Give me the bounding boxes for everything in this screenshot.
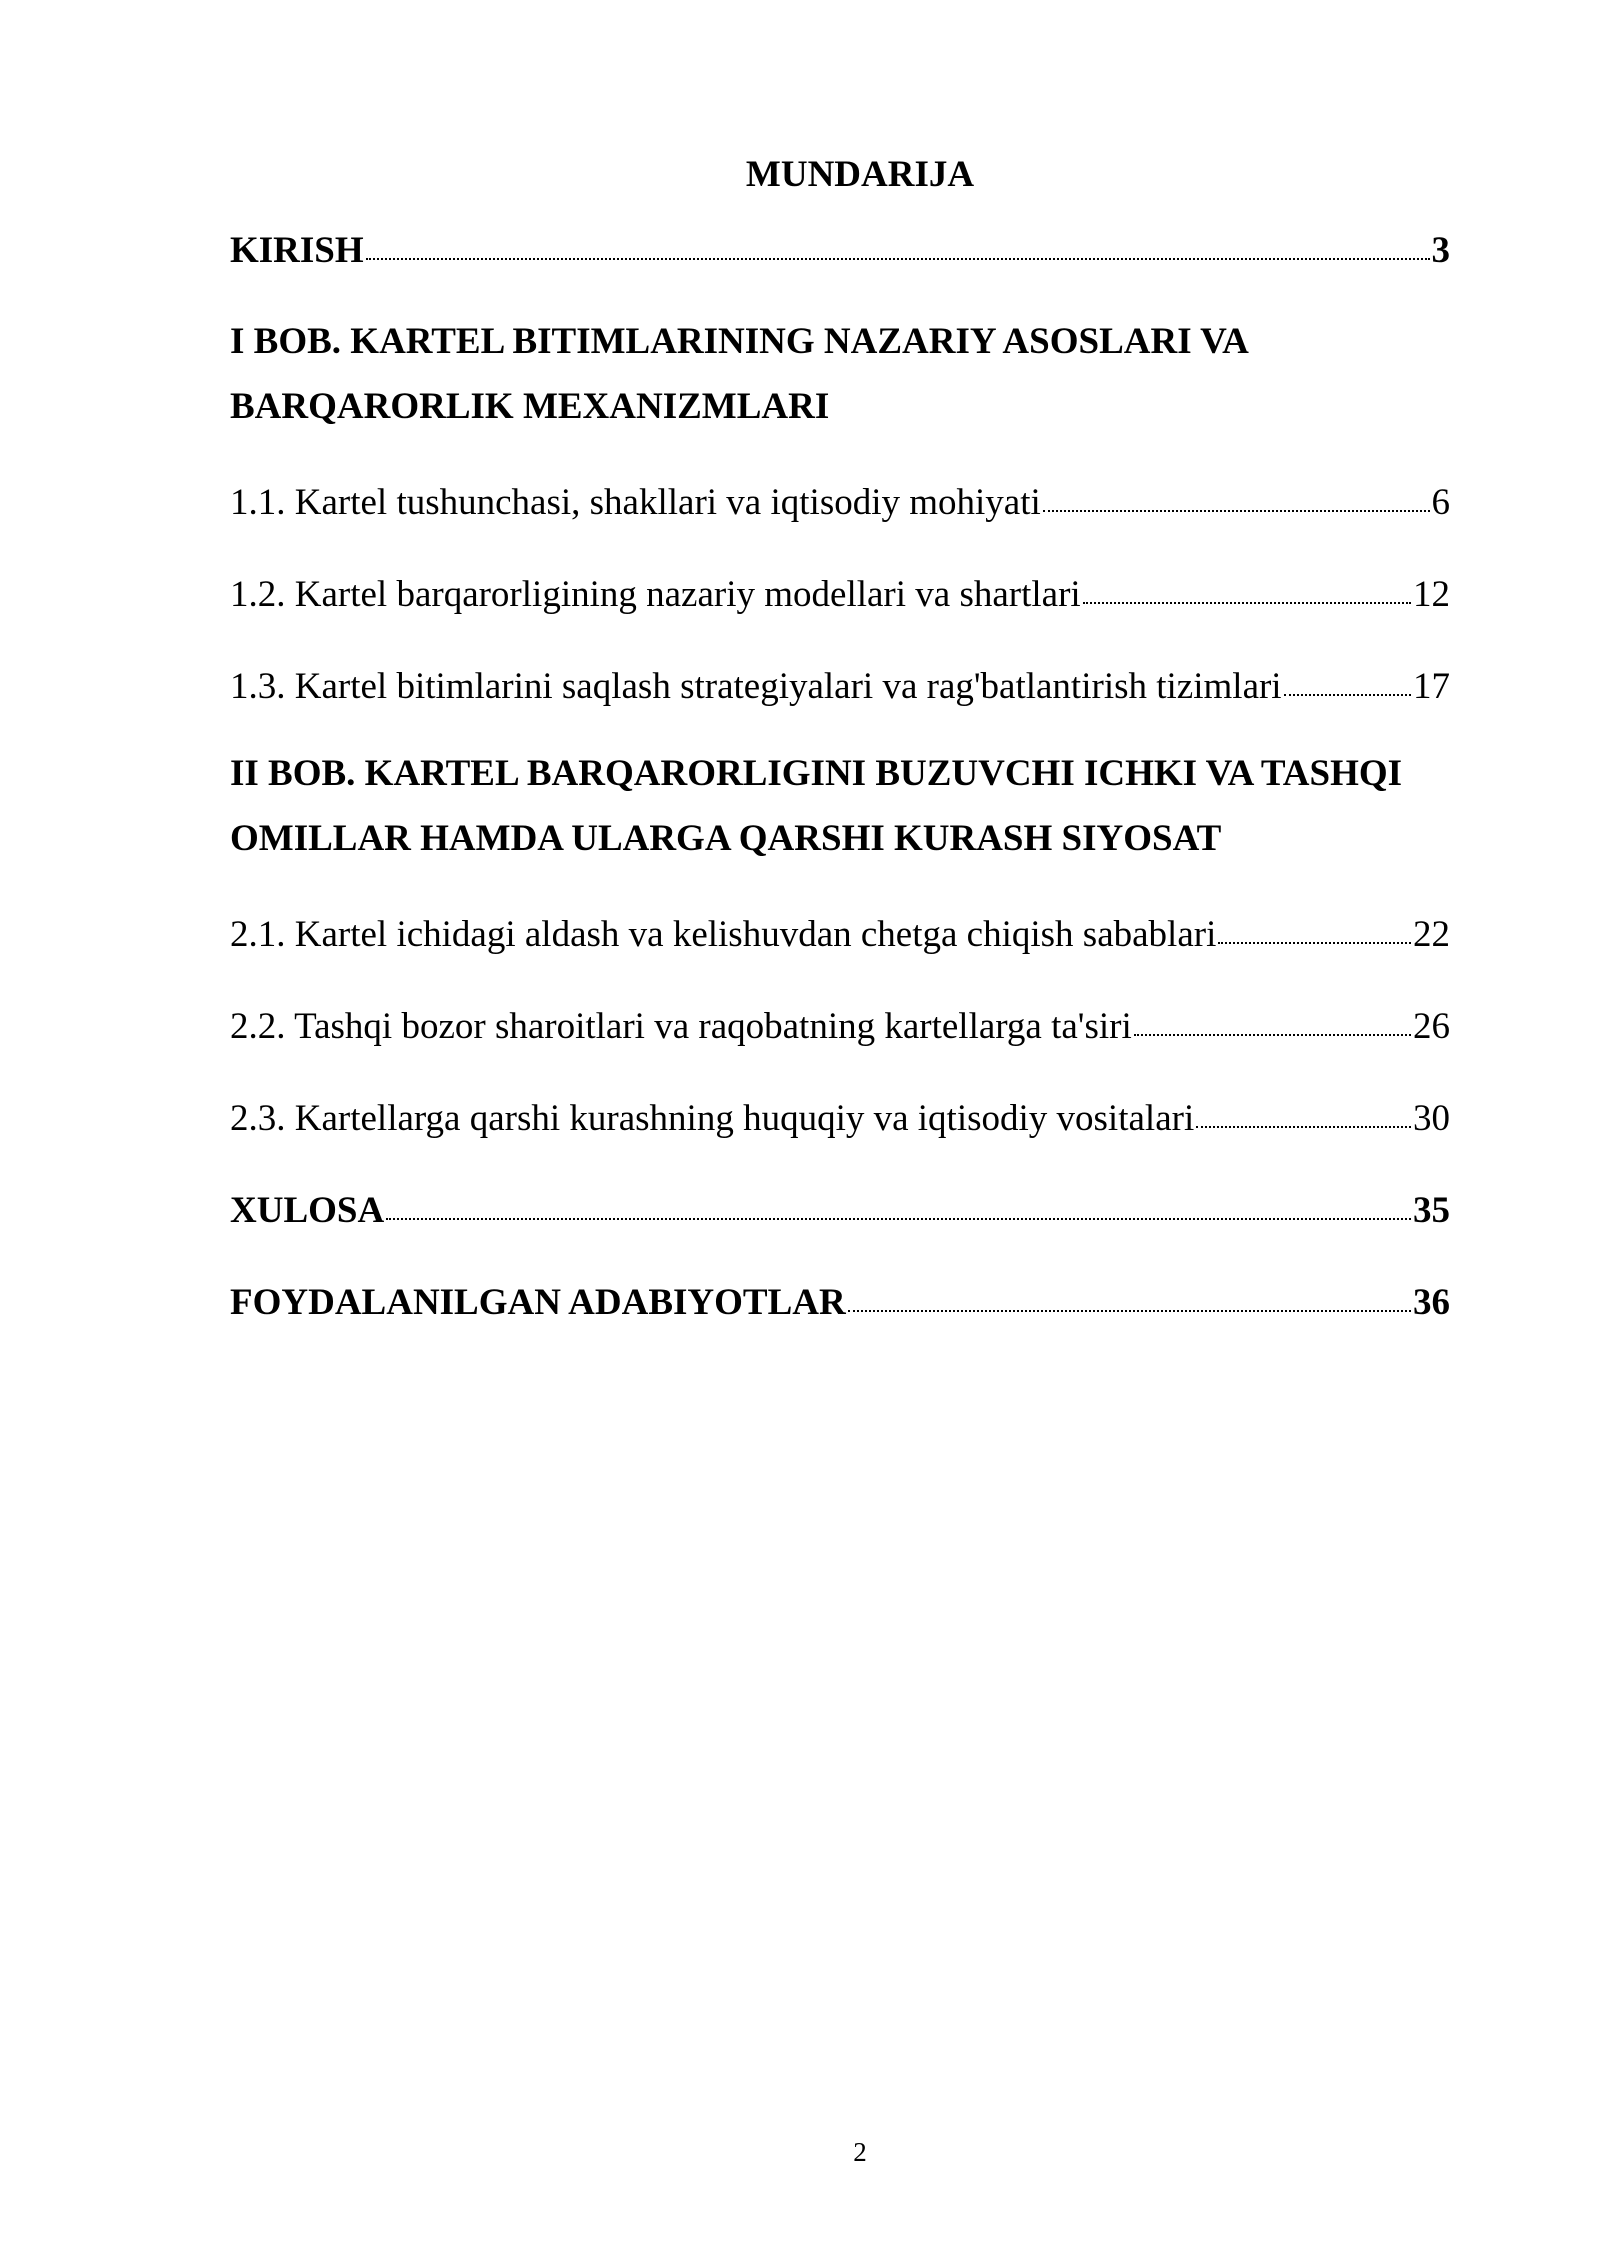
chapter-title-line: BARQARORLIK MEXANIZMLARI — [230, 386, 830, 427]
dot-leader — [848, 1307, 1411, 1312]
toc-chapter-2-heading[interactable] — [230, 741, 1470, 871]
toc-entry-label: KIRISH — [230, 230, 364, 271]
toc-entry-2-2[interactable] — [230, 1004, 1450, 1050]
toc-entry-page: 17 — [1413, 666, 1450, 707]
page-number: 2 — [853, 2137, 867, 2167]
dot-leader — [366, 255, 1430, 260]
toc-entry-label: 2.3. Kartellarga qarshi kurashning huquqiy va iqtisodiy vositalari — [230, 1098, 1195, 1139]
toc-entry-1-2[interactable] — [230, 572, 1450, 618]
toc-entry-page: 35 — [1413, 1190, 1450, 1231]
toc-entry-page: 22 — [1413, 914, 1450, 955]
chapter-title-line: I BOB. KARTEL BITIMLARINING NAZARIY ASOSLARI VA — [230, 321, 1249, 362]
dot-leader — [1218, 939, 1411, 944]
dot-leader — [1196, 1123, 1411, 1128]
dot-leader — [1284, 691, 1411, 696]
dot-leader — [1134, 1031, 1411, 1036]
toc-entry-1-1[interactable] — [230, 480, 1450, 526]
toc-entry-page: 3 — [1431, 230, 1450, 271]
toc-entry-label: XULOSA — [230, 1190, 385, 1231]
toc-entry-page: 36 — [1413, 1282, 1450, 1323]
chapter-title-line: OMILLAR HAMDA ULARGA QARSHI KURASH SIYOSAT — [230, 818, 1222, 859]
toc-entry-2-1[interactable] — [230, 912, 1450, 958]
toc-entry-intro[interactable] — [230, 228, 1450, 274]
toc-entry-label: FOYDALANILGAN ADABIYOTLAR — [230, 1282, 846, 1323]
toc-entry-page: 26 — [1413, 1006, 1450, 1047]
toc-entry-label: 2.2. Tashqi bozor sharoitlari va raqobatning kartellarga ta'siri — [230, 1006, 1132, 1047]
toc-entry-label: 2.1. Kartel ichidagi aldash va kelishuvdan chetga chiqish sabablari — [230, 914, 1217, 955]
toc-entry-label: 1.3. Kartel bitimlarini saqlash strategiyalari va rag'batlantirish tizimlari — [230, 666, 1282, 707]
toc-entry-2-3[interactable] — [230, 1096, 1450, 1142]
dot-leader — [1083, 599, 1411, 604]
toc-entry-label: 1.2. Kartel barqarorligining nazariy modellari va shartlari — [230, 574, 1081, 615]
toc-entry-references[interactable] — [230, 1280, 1450, 1326]
toc-title: MUNDARIJA — [745, 154, 975, 195]
chapter-title-line: II BOB. KARTEL BARQARORLIGINI BUZUVCHI ICHKI VA TASHQI — [230, 753, 1403, 794]
toc-chapter-1-heading[interactable] — [230, 309, 1470, 439]
toc-entry-page: 6 — [1431, 482, 1450, 523]
toc-entry-label: 1.1. Kartel tushunchasi, shakllari va iqtisodiy mohiyati — [230, 482, 1041, 523]
toc-entry-page: 12 — [1413, 574, 1450, 615]
dot-leader — [1043, 507, 1430, 512]
toc-entry-1-3[interactable] — [230, 664, 1450, 710]
toc-entry-conclusion[interactable] — [230, 1188, 1450, 1234]
dot-leader — [386, 1215, 1411, 1220]
toc-entry-page: 30 — [1413, 1098, 1450, 1139]
